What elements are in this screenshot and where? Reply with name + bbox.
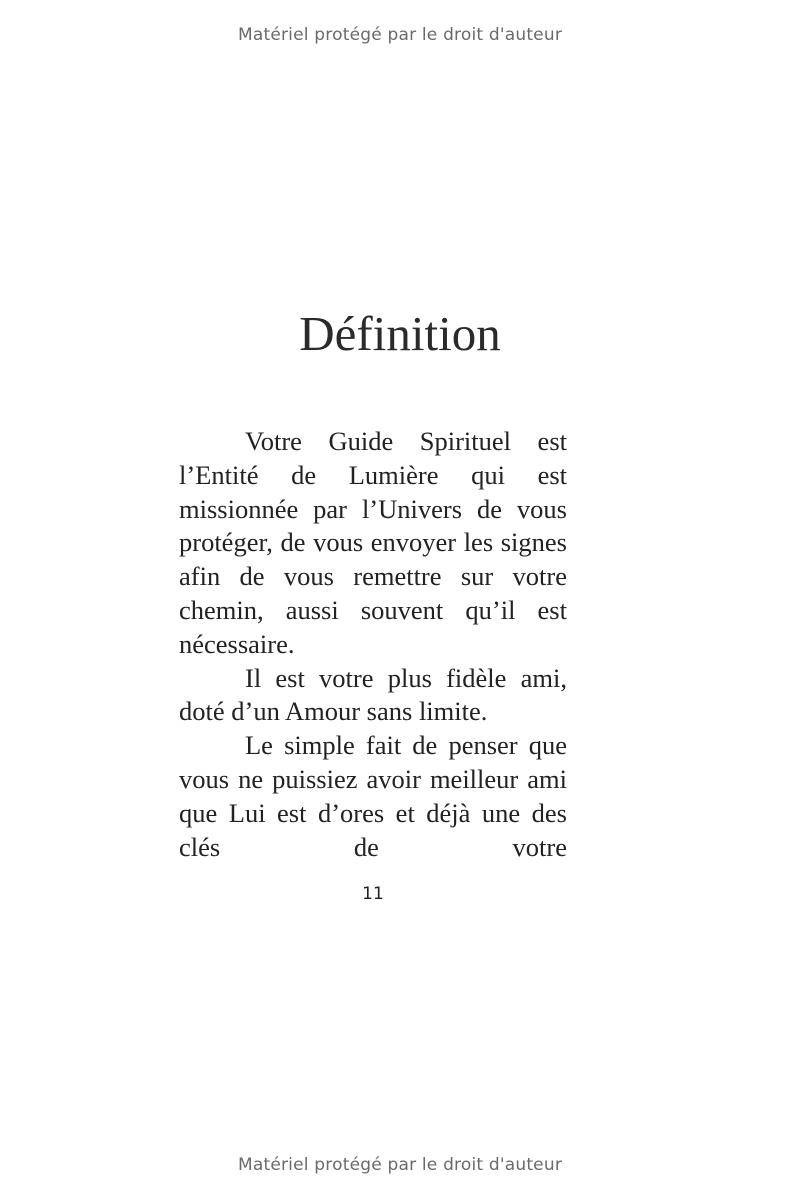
body-text [179,425,567,864]
page-number: 11 [362,884,384,904]
paragraph: Le simple fait de penser que vous ne puissiez avoir meilleur ami que Lui est d’ores et déjà une des clés de votre [179,730,567,862]
paragraph: Votre Guide Spirituel est l’Entité de Lumière qui est missionnée par l’Univers de vous protéger, de vous envoyer les signes afin de vous remettre sur votre chemin, aussi souvent qu’il est nécessaire. [179,426,567,659]
copyright-watermark-bottom: Matériel protégé par le droit d'auteur [237,1155,563,1175]
chapter-title: Définition [299,306,501,361]
paragraph: Il est votre plus fidèle ami, doté d’un Amour sans limite. [179,662,567,727]
copyright-watermark-top: Matériel protégé par le droit d'auteur [237,25,563,45]
